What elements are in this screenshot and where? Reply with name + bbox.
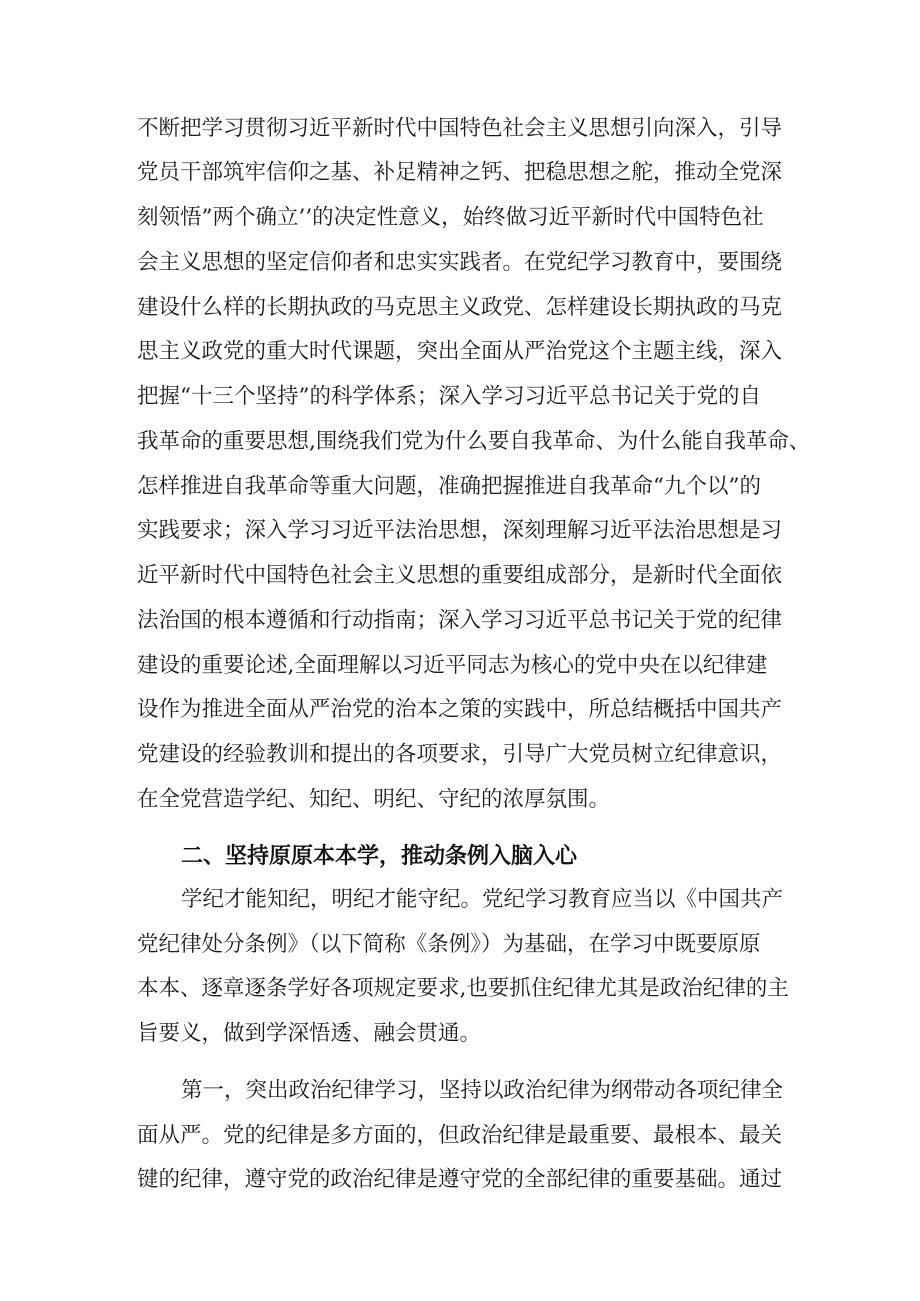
paragraph-line: 第一，突出政治纪律学习，坚持以政治纪律为纲带动各项纪律全 [181, 1078, 784, 1103]
paragraph-line: 近平新时代中国特色社会主义思想的重要组成部分，是新时代全面依 [137, 563, 783, 588]
paragraph-line: 实践要求；深入学习习近平法治思想，深刻理解习近平法治思想是习 [137, 518, 783, 543]
paragraph-line: 本本、逐章逐条学好各项规定要求,也要抓住纪律尤其是政治纪律的主 [137, 976, 789, 1001]
paragraph-line: 党员干部筑牢信仰之基、补足精神之钙、把稳思想之舵，推动全党深 [137, 160, 783, 185]
paragraph-line: 建设什么样的长期执政的马克思主义政党、怎样建设长期执政的马克 [137, 295, 783, 320]
paragraph-line: 面从严。党的纪律是多方面的，但政治纪律是最重要、最根本、最关 [137, 1123, 783, 1148]
paragraph-line: 学纪才能知纪，明纪才能守纪。党纪学习教育应当以《中国共产 [181, 887, 784, 912]
paragraph-line: 会主义思想的坚定信仰者和忠实实践者。在党纪学习教育中，要围绕 [137, 250, 783, 275]
paragraph-line: 键的纪律，遵守党的政治纪律是遵守党的全部纪律的重要基础。通过 [137, 1167, 783, 1192]
paragraph-line: 怎样推进自我革命等重大问题，准确把握推进自我革命“九个以”的 [137, 474, 761, 499]
paragraph-line: 我革命的重要思想,围绕我们党为什么要自我革命、为什么能自我革命、 [137, 429, 811, 454]
paragraph-line: 思主义政党的重大时代课题，突出全面从严治党这个主题主线，深入 [137, 339, 783, 364]
paragraph-line: 旨要义，做到学深悟透、融会贯通。 [137, 1021, 482, 1046]
paragraph-line: 建设的重要论述,全面理解以习近平同志为核心的党中央在以纪律建 [137, 653, 768, 678]
paragraph-line: 设作为推进全面从严治党的治本之策的实践中，所总结概括中国共产 [137, 697, 783, 722]
section-heading: 二、坚持原原本本学，推动条例入脑入心 [181, 844, 578, 869]
paragraph-line: 不断把学习贯彻习近平新时代中国特色社会主义思想引向深入，引导 [137, 116, 783, 141]
paragraph-line: 在全党营造学纪、知纪、明纪、守纪的浓厚氛围。 [137, 787, 611, 812]
paragraph-line: 法治国的根本遵循和行动指南；深入学习习近平总书记关于党的纪律 [137, 608, 783, 633]
paragraph-line: 党纪律处分条例》（以下简称《条例》）为基础，在学习中既要原原 [137, 932, 761, 957]
paragraph-line: 党建设的经验教训和提出的各项要求，引导广大党员树立纪律意识， [137, 742, 783, 767]
paragraph-line: 刻领悟”两个确立’’的决定性意义，始终做习近平新时代中国特色社 [137, 205, 764, 230]
paragraph-line: 把握“十三个坚持”的科学体系；深入学习习近平总书记关于党的自 [137, 384, 761, 409]
